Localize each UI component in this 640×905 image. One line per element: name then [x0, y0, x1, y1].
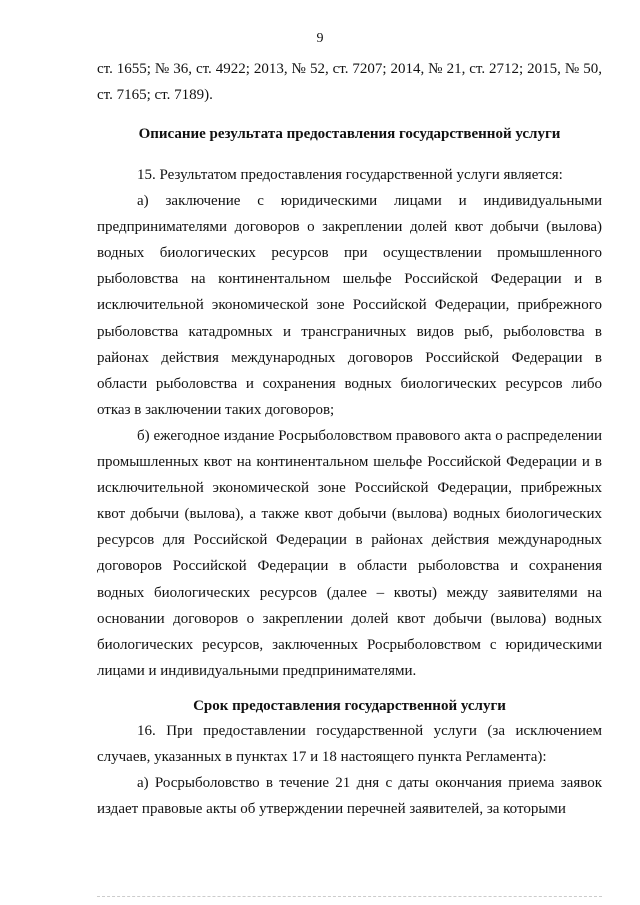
- citation-continuation: ст. 1655; № 36, ст. 4922; 2013, № 52, ст. 7207; 2014, № 21, ст. 2712; 2015, № 50, ст. 7165; ст. 7189).: [97, 61, 602, 104]
- paragraph-15-a: а) заключение с юридическими лицами и индивидуальными предпринимателями договоров о закреплении долей квот добычи (вылова) водных биологических ресурсов при осуществлении промышленного рыболовства на континентальном шельфе Российской Федерации и в исключительной экономической зоне Российской Федерации, прибрежного рыболовства катадромных и трансграничных видов рыб, рыболовства в районах действия международных договоров Российской Федерации в области рыболовства и сохранения водных биологических ресурсов либо отказ в заключении таких договоров;: [97, 193, 602, 418]
- page-number: 9: [316, 31, 324, 46]
- scan-bottom-edge: [97, 896, 602, 897]
- section-heading-result: Описание результата предоставления государственной услуги: [138, 126, 561, 142]
- section-result-body: [97, 162, 602, 684]
- paragraph-16-a: а) Росрыболовство в течение 21 дня с даты окончания приема заявок издает правовые акты об утверждении перечней заявителей, за которыми: [97, 775, 602, 818]
- section-heading-term: Срок предоставления государственной услуги: [193, 698, 506, 714]
- section-term-body: [97, 718, 602, 822]
- paragraph-16: 16. При предоставлении государственной услуги (за исключением случаев, указанных в пунктах 17 и 18 настоящего пункта Регламента):: [97, 723, 602, 766]
- paragraph-15: 15. Результатом предоставления государственной услуги является:: [137, 167, 563, 183]
- paragraph-15-b: б) ежегодное издание Росрыболовством правового акта о распределении промышленных квот на континентальном шельфе Российской Федерации и в исключительной экономической зоне Российской Федерации, прибрежных квот добычи (вылова), а также квот добычи (вылова) водных биологических ресурсов для Российской Федерации в районах действия международных договоров Российской Федерации в области рыболовства и сохранения водных биологических ресурсов (далее – квоты) между заявителями на основании договоров о закреплении долей квот добычи (вылова) водных биологических ресурсов, заключенных Росрыболовством с юридическими лицами и индивидуальными предпринимателями.: [97, 427, 602, 679]
- citation-continuation-block: [97, 56, 602, 108]
